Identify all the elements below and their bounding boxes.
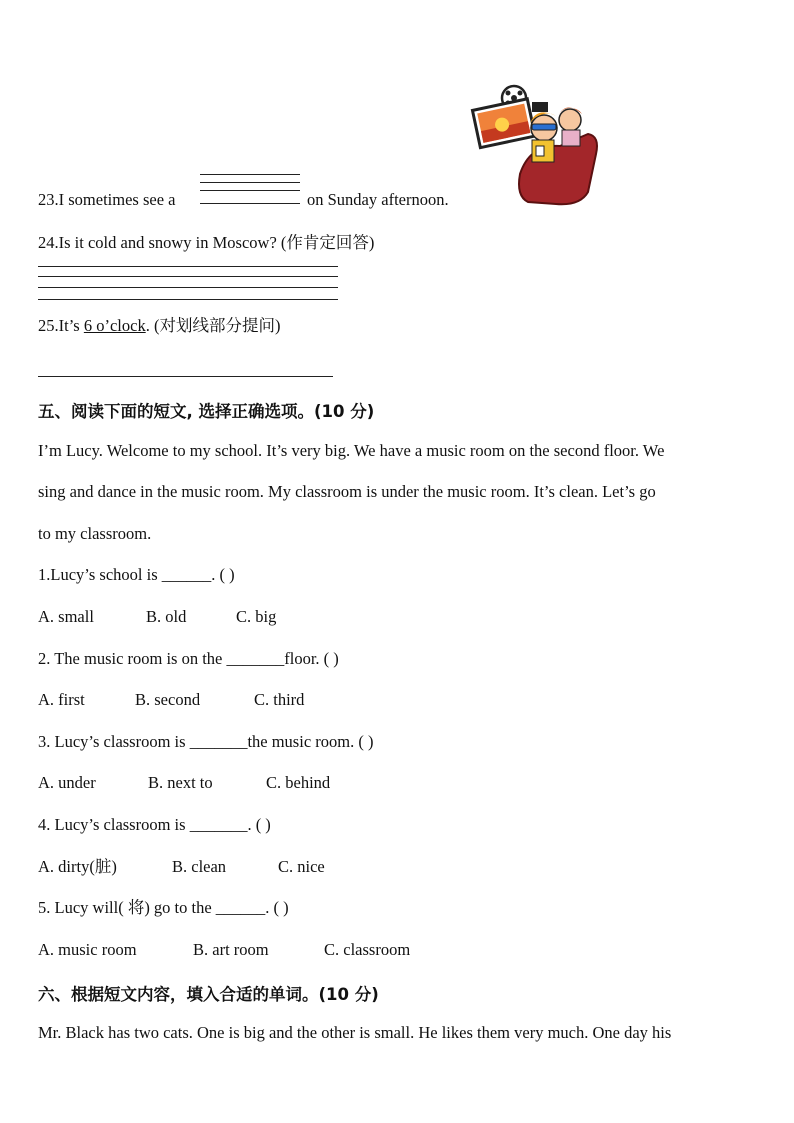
section-5-title: 五、阅读下面的短文, 选择正确选项。(10 分) — [38, 402, 375, 421]
movie-watching-illustration — [470, 84, 600, 208]
option-1b[interactable]: B. old — [146, 607, 187, 626]
option-5b[interactable]: B. art room — [193, 940, 269, 959]
option-2c[interactable]: C. third — [254, 690, 305, 709]
option-2b[interactable]: B. second — [135, 690, 201, 709]
question-25-suffix: . (对划线部分提问) — [145, 316, 281, 335]
passage-line: I’m Lucy. Welcome to my school. It’s very big. We have a music room on the second floor. We — [38, 441, 665, 460]
question-2: 2. The music room is on the _______floor. ( ) — [38, 649, 339, 668]
section-6-title: 六、根据短文内容，填入合适的单词。(10 分) — [38, 985, 379, 1004]
question-25-answer-line[interactable] — [38, 376, 333, 377]
option-3c[interactable]: C. behind — [266, 773, 331, 792]
option-2a[interactable]: A. first — [38, 690, 85, 709]
question-5: 5. Lucy will( 将) go to the ______. ( ) — [38, 898, 289, 917]
passage-line: sing and dance in the music room. My classroom is under the music room. It’s clean. Let’s go — [38, 482, 656, 501]
option-5a[interactable]: A. music room — [38, 940, 137, 959]
question-24: 24.Is it cold and snowy in Moscow? (作肯定回答) — [38, 233, 375, 252]
option-1a[interactable]: A. small — [38, 607, 94, 626]
option-4c[interactable]: C. nice — [278, 857, 325, 876]
option-4a[interactable]: A. dirty(脏) — [38, 857, 117, 876]
option-4b[interactable]: B. clean — [172, 857, 227, 876]
question-25-prefix: 25.It’s — [38, 316, 84, 335]
option-5c[interactable]: C. classroom — [324, 940, 411, 959]
passage-line: Mr. Black has two cats. One is big and the other is small. He likes them very much. One day his — [38, 1023, 672, 1042]
question-4: 4. Lucy’s classroom is _______. ( ) — [38, 815, 271, 834]
question-1: 1.Lucy’s school is ______. ( ) — [38, 565, 235, 584]
option-1c[interactable]: C. big — [236, 607, 277, 626]
question-23-suffix: on Sunday afternoon. — [307, 190, 449, 209]
question-23-prefix: 23.I sometimes see a — [38, 190, 176, 209]
passage-line: to my classroom. — [38, 524, 152, 543]
option-3b[interactable]: B. next to — [148, 773, 213, 792]
question-3: 3. Lucy’s classroom is _______the music room. ( ) — [38, 732, 374, 751]
option-3a[interactable]: A. under — [38, 773, 96, 792]
question-25 — [38, 316, 280, 336]
question-25-underlined: 6 o’clock — [83, 316, 146, 335]
